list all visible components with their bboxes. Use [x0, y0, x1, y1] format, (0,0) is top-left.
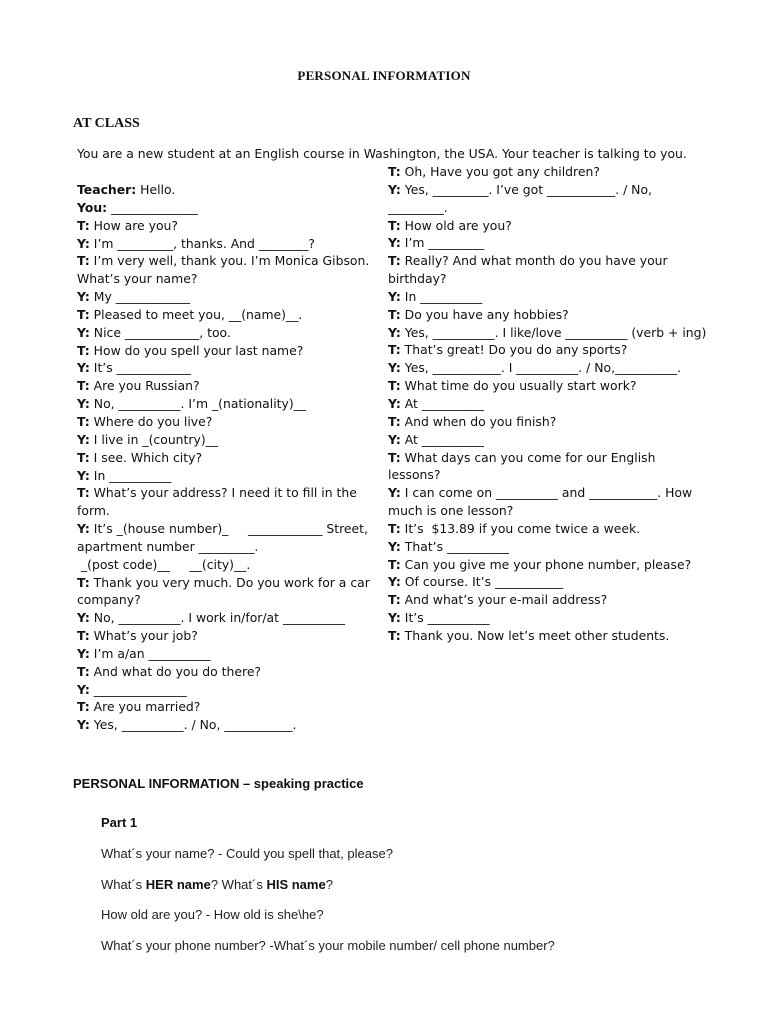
- dialogue-text: In __________: [400, 288, 483, 304]
- speaker-label: T:: [77, 574, 90, 590]
- dialogue-text: Yes, _________. I’ve got ___________. / No, _________.: [388, 181, 656, 215]
- dialogue-text: Where do you live?: [89, 413, 213, 429]
- dialogue-text: Oh, Have you got any children?: [400, 164, 600, 179]
- speaker-label: Y:: [77, 289, 90, 305]
- dialogue-text: At __________: [400, 395, 484, 411]
- speaker-label: T:: [388, 306, 401, 322]
- dialogue-line: [388, 234, 708, 252]
- dialogue-text: Do you have any hobbies?: [400, 306, 569, 322]
- speaker-label: T:: [77, 699, 90, 715]
- dialogue-line: [77, 359, 377, 377]
- dialogue-line: [77, 431, 377, 449]
- speaker-label: Y:: [77, 396, 90, 412]
- dialogue-text: What’s your job?: [89, 628, 198, 644]
- dialogue-line: [388, 252, 708, 288]
- dialogue-line: [388, 556, 708, 574]
- part-1-label: Part 1: [101, 815, 138, 830]
- dialogue-line: [77, 627, 377, 645]
- dialogue-line: [388, 306, 708, 324]
- dialogue-text: Hello.: [136, 182, 176, 197]
- q2-part-a: What´s: [101, 877, 146, 892]
- speaker-label: Y:: [388, 181, 401, 197]
- speaker-label: Y:: [388, 431, 401, 447]
- speaker-label: Y:: [77, 431, 90, 447]
- question-4: What´s your phone number? -What´s your mobile number/ cell phone number?: [101, 938, 555, 953]
- dialogue-line: [77, 520, 377, 556]
- q2-part-e: ?: [325, 877, 333, 892]
- dialogue-text: At __________: [400, 431, 484, 447]
- dialogue-line: [77, 716, 377, 734]
- dialogue-text: How old are you?: [400, 217, 512, 233]
- q2-his-name: HIS name: [266, 877, 326, 892]
- dialogue-line: [388, 591, 708, 609]
- speaker-label: Teacher:: [77, 182, 137, 197]
- speaker-label: Y:: [77, 324, 90, 340]
- dialogue-text: Yes, __________. / No, ___________.: [89, 717, 297, 733]
- speaker-label: T:: [388, 413, 401, 429]
- dialogue-text: I’m very well, thank you. I’m Monica Gibson. What’s your name?: [77, 253, 374, 287]
- speaker-label: T:: [77, 413, 90, 429]
- dialogue-text: My ____________: [89, 289, 191, 305]
- speaker-label: T:: [388, 556, 401, 572]
- dialogue-text: Pleased to meet you, __(name)__.: [89, 306, 303, 322]
- speaker-label: Y:: [77, 235, 90, 251]
- dialogue-text: Yes, ___________. I __________. / No,__________.: [400, 360, 681, 376]
- dialogue-text: How do you spell your last name?: [89, 342, 304, 358]
- speaker-label: T:: [388, 520, 401, 536]
- dialogue-text: Of course. It’s ___________: [400, 574, 564, 590]
- dialogue-line: [388, 413, 708, 431]
- dialogue-line: [77, 609, 377, 627]
- dialogue-text: What time do you usually start work?: [400, 378, 637, 394]
- dialogue-text: And what do you do there?: [89, 663, 262, 679]
- dialogue-text: I live in _(country)__: [89, 431, 219, 447]
- dialogue-text: _(post code)__ __(city)__.: [77, 556, 251, 572]
- speaker-label: Y:: [77, 645, 90, 661]
- dialogue-line: [388, 431, 708, 449]
- dialogue-text: No, __________. I work in/for/at __________: [89, 610, 345, 626]
- dialogue-line: [77, 645, 377, 663]
- speaker-label: Y:: [388, 288, 401, 304]
- dialogue-line: [77, 413, 377, 431]
- speaker-label: T:: [77, 342, 90, 358]
- speaker-label: Y:: [388, 485, 401, 501]
- speaker-label: T:: [77, 253, 90, 269]
- dialogue-line: [388, 341, 708, 359]
- dialogue-line: [388, 627, 708, 645]
- dialogue-line: [388, 484, 708, 520]
- dialogue-line: [388, 520, 708, 538]
- speaker-label: T:: [77, 485, 90, 501]
- dialogue-line: [388, 573, 708, 591]
- dialogue-line: [77, 306, 377, 324]
- speaker-label: Y:: [388, 574, 401, 590]
- speaker-label: T:: [77, 217, 90, 233]
- dialogue-text: Really? And what month do you have your birthday?: [388, 253, 672, 287]
- dialogue-text: Thank you. Now let’s meet other students.: [400, 627, 670, 643]
- dialogue-text: I’m a/an __________: [89, 645, 211, 661]
- dialogue-text: What’s your address? I need it to fill in the form.: [77, 485, 361, 519]
- dialogue-line: [388, 181, 708, 217]
- dialogue-line: [77, 377, 377, 395]
- section-subtitle: AT CLASS: [73, 116, 140, 131]
- dialogue-line: [77, 574, 377, 610]
- dialogue-text: I’m _________, thanks. And ________?: [89, 235, 315, 251]
- speaker-label: Y:: [77, 717, 90, 733]
- dialogue-text: Thank you very much. Do you work for a car company?: [77, 574, 374, 608]
- dialogue-text: Are you Russian?: [89, 378, 200, 394]
- dialogue-text: Are you married?: [89, 699, 201, 715]
- dialogue-line: [77, 449, 377, 467]
- dialogue-text: It’s __________: [400, 610, 490, 626]
- dialogue-left-column: [77, 181, 377, 734]
- question-2: [101, 877, 333, 892]
- speaker-label: T:: [388, 627, 401, 643]
- dialogue-line: [388, 609, 708, 627]
- dialogue-line: [77, 681, 377, 699]
- intro-text: You are a new student at an English course in Washington, the USA. Your teacher is talking to you.: [77, 146, 687, 161]
- dialogue-line: [77, 181, 377, 199]
- dialogue-line: [388, 449, 708, 485]
- dialogue-text: Nice ____________, too.: [89, 324, 231, 340]
- speaker-label: T:: [77, 628, 90, 644]
- dialogue-text: What days can you come for our English lessons?: [388, 449, 660, 483]
- dialogue-text: ______________: [107, 199, 198, 215]
- speaker-label: Y:: [77, 467, 90, 483]
- q2-her-name: HER name: [145, 877, 211, 892]
- speaker-label: Y:: [77, 610, 90, 626]
- dialogue-line: [77, 199, 377, 217]
- dialogue-line: [77, 252, 377, 288]
- speaker-label: Y:: [388, 324, 401, 340]
- speaker-label: T:: [388, 217, 401, 233]
- dialogue-text: No, __________. I’m _(nationality)__: [89, 396, 307, 412]
- dialogue-line: [77, 698, 377, 716]
- dialogue-text: I can come on __________ and ___________. How much is one lesson?: [388, 485, 697, 519]
- speaker-label: Y:: [77, 360, 90, 376]
- dialogue-text: I see. Which city?: [89, 449, 203, 465]
- speaker-label: Y:: [388, 235, 401, 251]
- dialogue-line: [388, 395, 708, 413]
- dialogue-text: _______________: [89, 681, 187, 697]
- speaker-label: T:: [77, 449, 90, 465]
- speaking-practice-title: PERSONAL INFORMATION – speaking practice: [73, 776, 364, 791]
- dialogue-line: [388, 359, 708, 377]
- dialogue-right-column: [388, 163, 708, 645]
- dialogue-text: It’s $13.89 if you come twice a week.: [400, 520, 641, 536]
- dialogue-line: [388, 217, 708, 235]
- page-title: PERSONAL INFORMATION: [297, 68, 471, 83]
- dialogue-text: And when do you finish?: [400, 413, 557, 429]
- dialogue-line: [77, 395, 377, 413]
- speaker-label: T:: [388, 378, 401, 394]
- speaker-label: T:: [388, 342, 401, 358]
- speaker-label: Y:: [77, 521, 90, 537]
- speaker-label: Y:: [388, 538, 401, 554]
- speaker-label: T:: [77, 306, 90, 322]
- speaker-label: Y:: [388, 395, 401, 411]
- dialogue-line: [77, 235, 377, 253]
- dialogue-line: [77, 217, 377, 235]
- dialogue-text: It’s _(house number)_ ____________ Street, apartment number _________.: [77, 521, 376, 554]
- question-1: What´s your name? - Could you spell that, please?: [101, 846, 393, 861]
- dialogue-text: Yes, __________. I like/love __________ (verb + ing): [400, 324, 707, 340]
- speaker-label: Y:: [77, 681, 90, 697]
- speaker-label: T:: [388, 164, 401, 179]
- dialogue-text: That’s great! Do you do any sports?: [400, 342, 628, 358]
- speaker-label: T:: [388, 253, 401, 269]
- dialogue-line: [388, 163, 708, 181]
- dialogue-text: Can you give me your phone number, please?: [400, 556, 692, 572]
- speaker-label: You:: [77, 199, 108, 215]
- speaker-label: Y:: [388, 610, 401, 626]
- dialogue-text: How are you?: [89, 217, 178, 233]
- dialogue-line: [77, 467, 377, 485]
- dialogue-text: In __________: [89, 467, 172, 483]
- dialogue-line: [77, 324, 377, 342]
- speaker-label: T:: [388, 449, 401, 465]
- dialogue-text: It’s ____________: [89, 360, 191, 376]
- dialogue-line: [77, 556, 377, 574]
- dialogue-line: [77, 342, 377, 360]
- speaker-label: T:: [77, 378, 90, 394]
- dialogue-line: [77, 484, 377, 520]
- dialogue-text: I’m _________: [400, 235, 485, 251]
- speaker-label: Y:: [388, 360, 401, 376]
- dialogue-line: [388, 288, 708, 306]
- dialogue-line: [77, 288, 377, 306]
- dialogue-line: [388, 377, 708, 395]
- dialogue-line: [388, 538, 708, 556]
- dialogue-text: And what’s your e-mail address?: [400, 592, 608, 608]
- dialogue-line: [388, 324, 708, 342]
- speaker-label: T:: [388, 592, 401, 608]
- question-3: How old are you? - How old is she\he?: [101, 907, 324, 922]
- speaker-label: T:: [77, 663, 90, 679]
- q2-part-c: ? What´s: [210, 877, 267, 892]
- dialogue-text: That’s __________: [400, 538, 509, 554]
- dialogue-line: [77, 663, 377, 681]
